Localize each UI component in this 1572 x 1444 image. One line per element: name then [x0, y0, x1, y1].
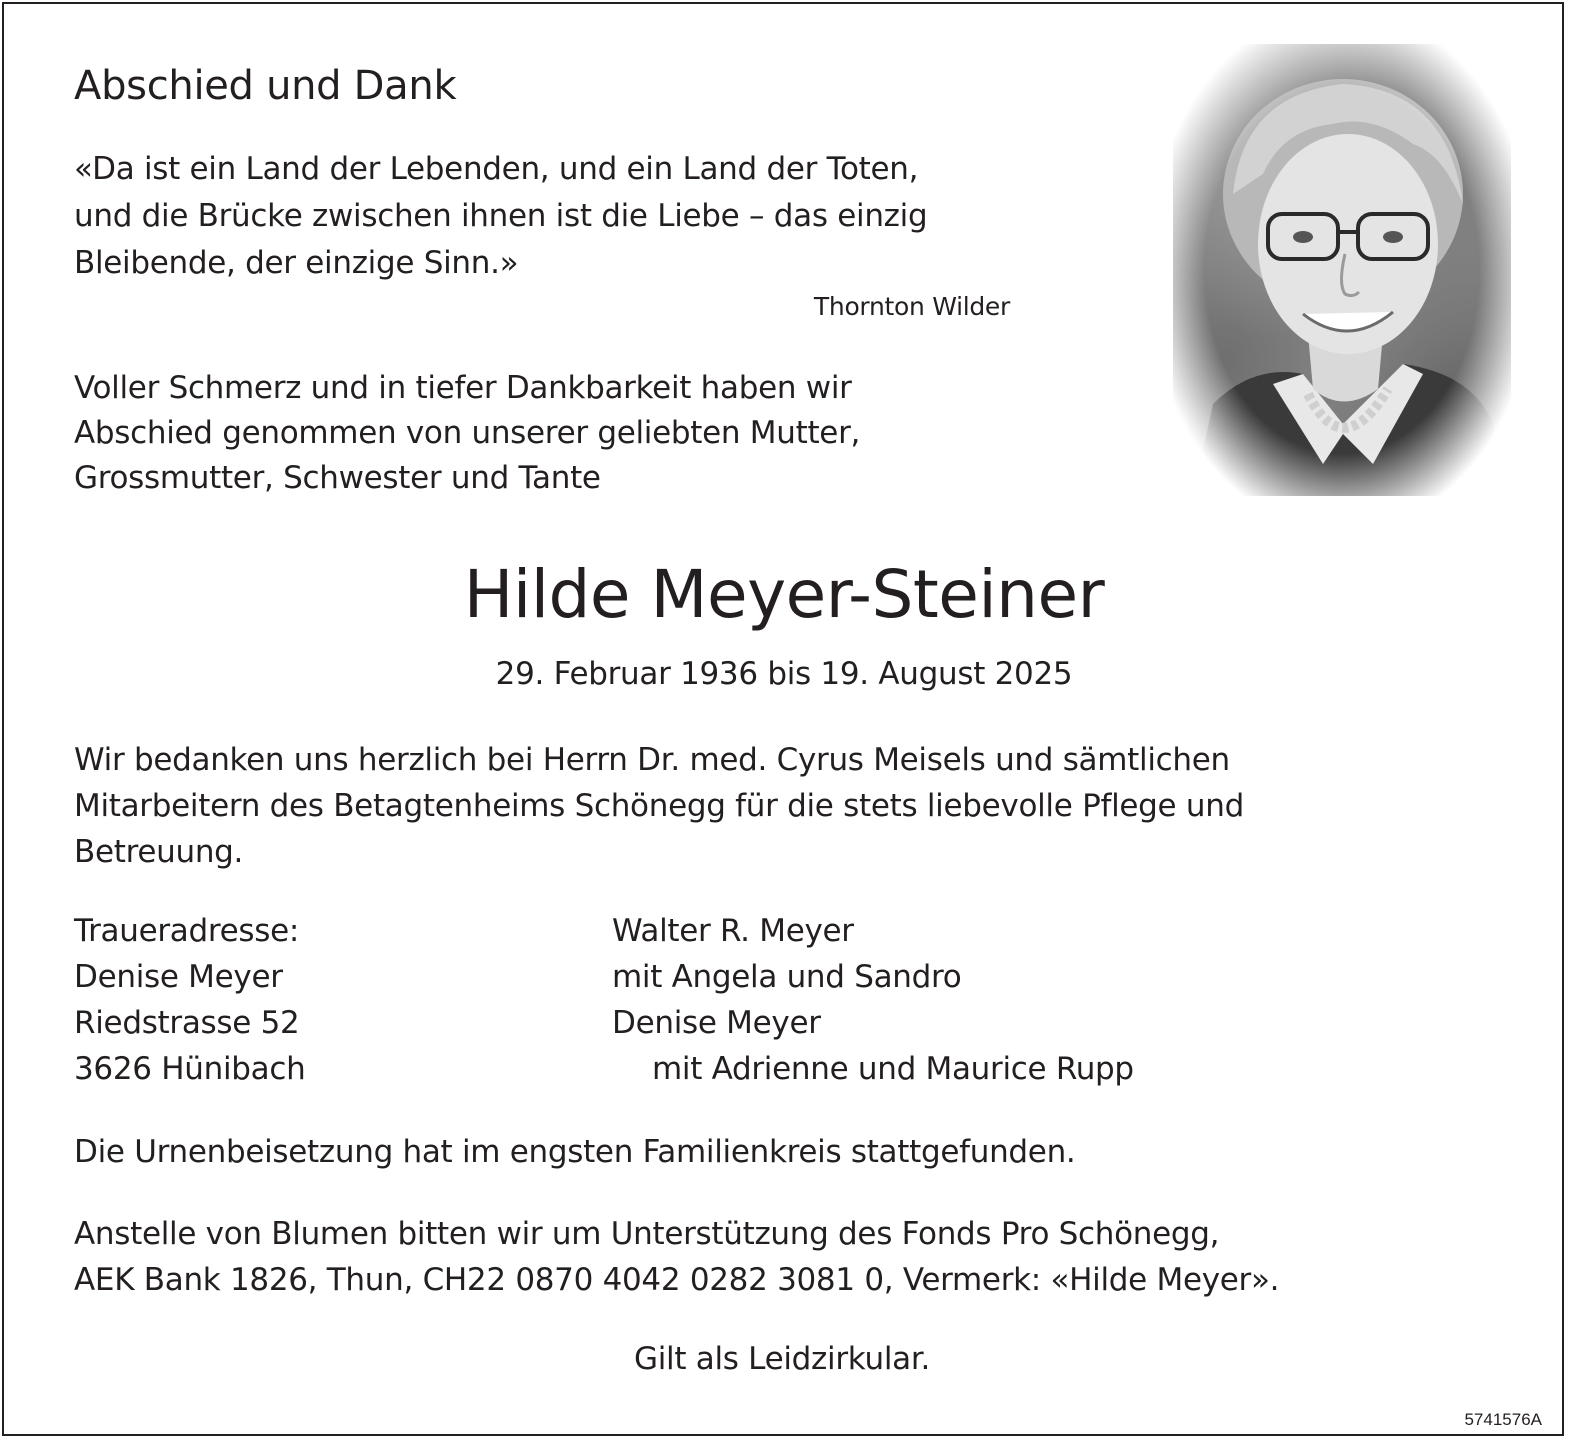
- deceased-name: Hilde Meyer-Steiner: [463, 556, 1105, 633]
- intro-line: Grossmutter, Schwester und Tante: [74, 460, 601, 496]
- intro-line: Voller Schmerz und in tiefer Dankbarkeit haben wir: [74, 370, 852, 406]
- address-name: Denise Meyer: [74, 959, 283, 995]
- address-label: Traueradresse:: [74, 913, 300, 949]
- family-list: [612, 908, 1134, 1092]
- thanks-text: [74, 737, 1244, 875]
- donation-note: [74, 1211, 1279, 1303]
- quote-block: [74, 146, 927, 287]
- family-member: mit Adrienne und Maurice Rupp: [652, 1051, 1134, 1087]
- notice-heading: Abschied und Dank: [74, 63, 457, 109]
- family-member: Walter R. Meyer: [612, 913, 854, 949]
- donation-line: Anstelle von Blumen bitten wir um Unterstützung des Fonds Pro Schönegg,: [74, 1216, 1220, 1252]
- portrait-photo: [1173, 44, 1511, 496]
- thanks-line: Betreuung.: [74, 834, 244, 870]
- mourning-address: [74, 908, 305, 1092]
- thanks-line: Wir bedanken uns herzlich bei Herrn Dr. med. Cyrus Meisels und sämtlichen: [74, 742, 1230, 778]
- donation-line: AEK Bank 1826, Thun, CH22 0870 4042 0282 3081 0, Vermerk: «Hilde Meyer».: [74, 1262, 1280, 1298]
- intro-line: Abschied genommen von unserer geliebten Mutter,: [74, 415, 861, 451]
- quote-line: Bleibende, der einzige Sinn.»: [74, 245, 519, 281]
- closing-note: Gilt als Leidzirkular.: [634, 1341, 930, 1377]
- intro-text: [74, 366, 860, 501]
- portrait-illustration: [1173, 44, 1511, 496]
- quote-line: und die Brücke zwischen ihnen ist die Liebe – das einzig: [74, 198, 928, 234]
- life-dates: 29. Februar 1936 bis 19. August 2025: [495, 656, 1073, 692]
- quote-author: Thornton Wilder: [813, 292, 1010, 321]
- family-member: mit Angela und Sandro: [612, 959, 962, 995]
- thanks-line: Mitarbeitern des Betagtenheims Schönegg für die stets liebevolle Pflege und: [74, 788, 1244, 824]
- address-city: 3626 Hünibach: [74, 1051, 306, 1087]
- burial-note: Die Urnenbeisetzung hat im engsten Familienkreis stattgefunden.: [74, 1134, 1076, 1170]
- family-member: Denise Meyer: [612, 1005, 821, 1041]
- quote-line: «Da ist ein Land der Lebenden, und ein Land der Toten,: [74, 151, 919, 187]
- reference-number: 5741576A: [1464, 1410, 1542, 1429]
- address-street: Riedstrasse 52: [74, 1005, 300, 1041]
